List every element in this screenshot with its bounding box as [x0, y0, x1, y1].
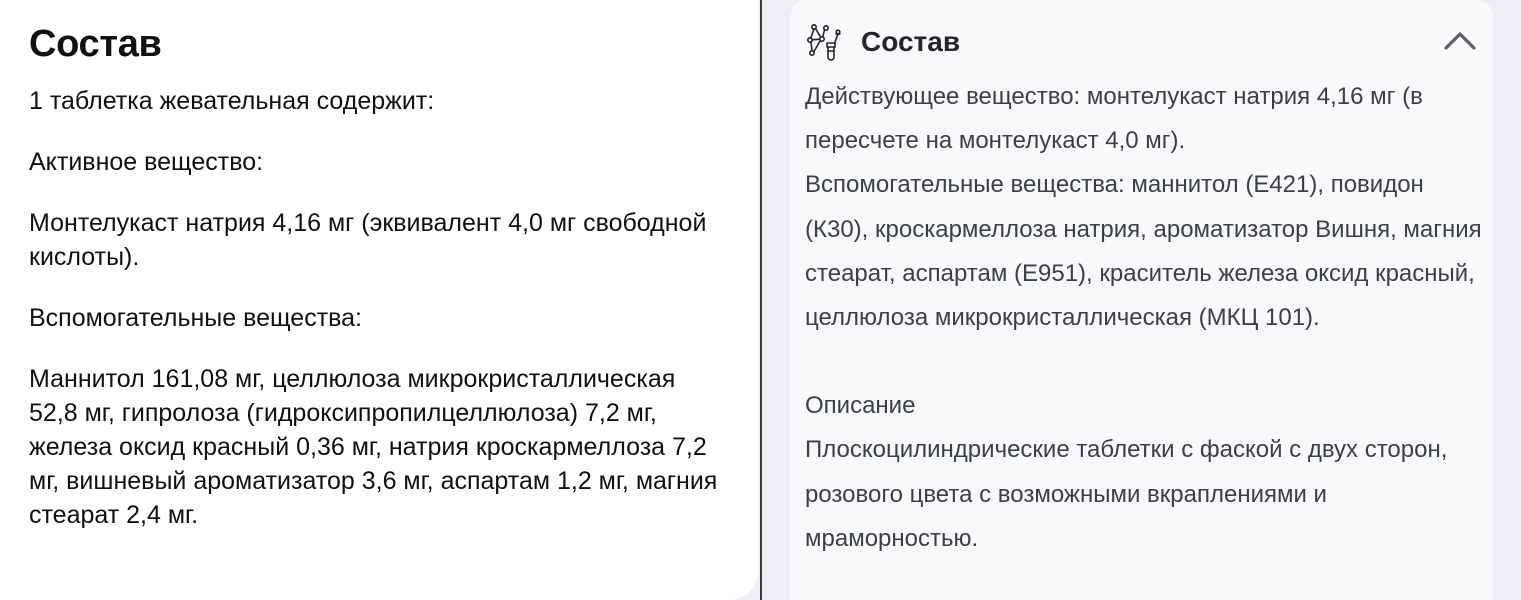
active-substance-heading: Активное вещество: [29, 148, 264, 176]
accordion-header[interactable] [790, 0, 1493, 80]
spacer [805, 340, 1485, 384]
accordion-title: Состав [861, 26, 961, 57]
left-section-title: Состав [29, 23, 162, 65]
excipients-heading: Вспомогательные вещества: [29, 304, 363, 332]
tablet-intro-text: 1 таблетка жевательная содержит: [29, 87, 435, 115]
accordion-body [805, 75, 1485, 561]
composition-card-left [0, 0, 758, 600]
composition-accordion [790, 0, 1493, 600]
chevron-up-icon[interactable] [1440, 22, 1480, 56]
active-substance-text: Монтелукаст натрия 4,16 мг (эквивалент 4,0 мг свободной кислоты). [29, 209, 707, 271]
right-panel [762, 0, 1521, 600]
excipients-text: Маннитол 161,08 мг, целлюлоза микрокристаллическая 52,8 мг, гипролоза (гидроксипропилцеллюлоза) 7,2 мг, железа оксид красный 0,36 мг, натрия кроскармеллоза 7,2 мг, вишневый ароматизатор 3,6 мг, аспартам 1,2 мг, магния стеарат 2,4 мг. [29, 365, 718, 529]
description-text: Плоскоцилиндрические таблетки с фаской с двух сторон, розового цвета с возможными вкраплениями и мраморностью. [805, 436, 1448, 552]
description-heading: Описание [805, 392, 916, 420]
molecule-icon [802, 20, 846, 64]
active-ingredient-text: Действующее вещество: монтелукаст натрия 4,16 мг (в пересчете на монтелукаст 4,0 мг). [805, 83, 1423, 155]
excipients-text: Вспомогательные вещества: маннитол (E421), повидон (К30), кроскармеллоза натрия, ароматизатор Вишня, магния стеарат, аспартам (E951), краситель железа оксид красный, целлюлоза микрокристаллическая (МКЦ 101). [805, 171, 1482, 332]
